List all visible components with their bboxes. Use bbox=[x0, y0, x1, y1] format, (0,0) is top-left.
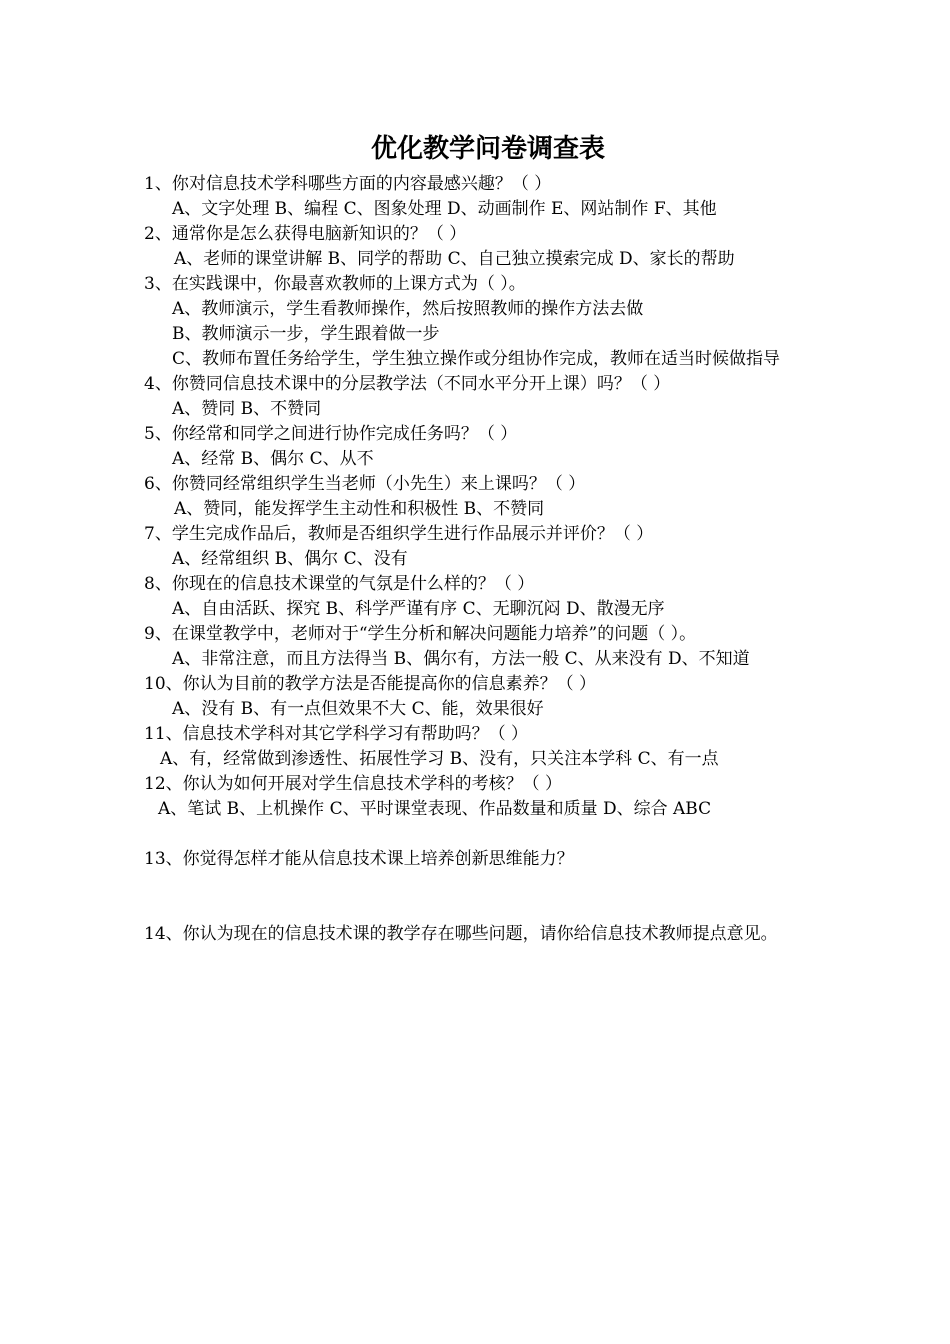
question-10-options: A、没有 B、有一点但效果不大 C、能，效果很好 bbox=[172, 699, 544, 719]
question-2: 2、通常你是怎么获得电脑新知识的？（ ） bbox=[144, 224, 467, 244]
question-6: 6、你赞同经常组织学生当老师（小先生）来上课吗？（ ） bbox=[144, 474, 586, 494]
question-10: 10、你认为目前的教学方法是否能提高你的信息素养？（ ） bbox=[144, 674, 597, 694]
question-7: 7、学生完成作品后，教师是否组织学生进行作品展示并评价？（ ） bbox=[144, 524, 654, 544]
question-12: 12、你认为如何开展对学生信息技术学科的考核？（ ） bbox=[144, 774, 563, 794]
question-4: 4、你赞同信息技术课中的分层教学法（不同水平分开上课）吗？（ ） bbox=[144, 374, 671, 394]
question-9-options: A、非常注意，而且方法得当 B、偶尔有，方法一般 C、从来没有 D、不知道 bbox=[172, 649, 750, 669]
question-3-option-a: A、教师演示，学生看教师操作，然后按照教师的操作方法去做 bbox=[172, 299, 644, 319]
question-1: 1、你对信息技术学科哪些方面的内容最感兴趣？（ ） bbox=[144, 174, 552, 194]
question-5: 5、你经常和同学之间进行协作完成任务吗？（ ） bbox=[144, 424, 518, 444]
question-9: 9、在课堂教学中，老师对于“学生分析和解决问题能力培养”的问题（ ）。 bbox=[144, 624, 697, 644]
question-13: 13、你觉得怎样才能从信息技术课上培养创新思维能力？ bbox=[144, 849, 574, 869]
question-2-options: A、老师的课堂讲解 B、同学的帮助 C、自己独立摸索完成 D、家长的帮助 bbox=[174, 249, 735, 269]
answer-space-13[interactable] bbox=[144, 872, 812, 922]
question-11-options: A、有，经常做到渗透性、拓展性学习 B、没有，只关注本学科 C、有一点 bbox=[160, 749, 719, 769]
page-title: 优化教学问卷调查表 bbox=[370, 134, 605, 164]
questionnaire-body bbox=[144, 172, 812, 947]
question-3-option-b: B、教师演示一步，学生跟着做一步 bbox=[172, 324, 440, 344]
question-6-options: A、赞同，能发挥学生主动性和积极性 B、不赞同 bbox=[174, 499, 545, 519]
question-4-options: A、赞同 B、不赞同 bbox=[172, 399, 322, 419]
question-5-options: A、经常 B、偶尔 C、从不 bbox=[172, 449, 374, 469]
question-11: 11、信息技术学科对其它学科学习有帮助吗？（ ） bbox=[144, 724, 529, 744]
question-8: 8、你现在的信息技术课堂的气氛是什么样的？（ ） bbox=[144, 574, 535, 594]
question-3: 3、在实践课中，你最喜欢教师的上课方式为（ ）。 bbox=[144, 274, 526, 294]
question-1-options: A、文字处理 B、编程 C、图象处理 D、动画制作 E、网站制作 F、其他 bbox=[172, 199, 717, 219]
question-3-option-c: C、教师布置任务给学生，学生独立操作或分组协作完成，教师在适当时候做指导 bbox=[172, 349, 781, 369]
question-14: 14、你认为现在的信息技术课的教学存在哪些问题，请你给信息技术教师提点意见。 bbox=[144, 924, 778, 944]
question-12-options: A、笔试 B、上机操作 C、平时课堂表现、作品数量和质量 D、综合 ABC bbox=[158, 799, 712, 819]
question-8-options: A、自由活跃、探究 B、科学严谨有序 C、无聊沉闷 D、散漫无序 bbox=[172, 599, 665, 619]
question-7-options: A、经常组织 B、偶尔 C、没有 bbox=[172, 549, 408, 569]
spacer bbox=[144, 822, 812, 847]
